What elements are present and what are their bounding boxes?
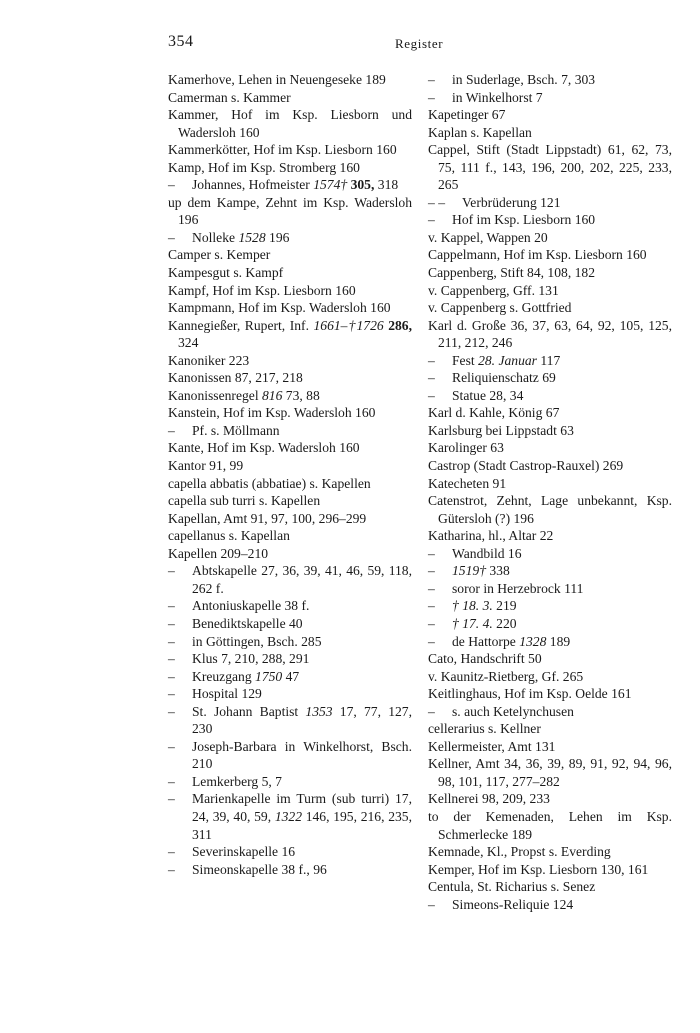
index-subentry [168,597,412,615]
index-entry [168,299,412,317]
index-entry [428,861,672,879]
index-subentry [168,861,412,879]
entry-text: Nolleke [192,229,239,245]
entry-text: Kellnerei 98, 209, 233 [428,791,550,807]
entry-text: Reliquienschatz 69 [452,370,556,386]
entry-text: Fest [452,352,479,368]
index-entry [168,510,412,528]
entry-text: Benediktskapelle 40 [192,615,303,631]
entry-text: Kreuzgang [192,668,256,684]
index-subentry [428,194,672,212]
index-subentry [168,843,412,861]
index-entry [168,159,412,177]
entry-text: Kapellen 209–210 [168,545,269,561]
entry-text: Simeonskapelle 38 f., 96 [192,861,327,877]
index-entry [428,720,672,738]
index-subentry [168,422,412,440]
index-entry [168,106,412,141]
entry-text: in Winkelhorst 7 [452,89,543,105]
index-entry [168,492,412,510]
entry-text: Karl d. Kahle, König 67 [428,405,560,421]
index-entry [428,457,672,475]
index-subentry [428,89,672,107]
index-entry [168,246,412,264]
entry-text: † 17. 4. [452,615,493,631]
entry-text: Kemper, Hof im Ksp. Liesborn 130, 161 [428,861,649,877]
index-entry [168,439,412,457]
entry-text: Joseph-Barbara in Winkelhorst, Bsch. 210 [192,738,412,772]
index-subentry [168,738,412,773]
index-subentry [428,562,672,580]
entry-text: Kammer, Hof im Ksp. Liesborn und Wadersloh 160 [168,107,412,140]
entry-text: Kellermeister, Amt 131 [428,738,556,754]
index-entry [168,475,412,493]
index-subentry [168,615,412,633]
index-entry [168,282,412,300]
entry-text: Kammerkötter, Hof im Ksp. Liesborn 160 [168,142,397,158]
index-entry [428,282,672,300]
index-subentry [428,211,672,229]
entry-text: Cato, Handschrift 50 [428,651,542,667]
entry-text: † 18. 3. [452,598,493,614]
index-entry [428,246,672,264]
entry-text: Cappel, Stift (Stadt Lippstadt) 61, 62, 73, 75, 111 f., 143, 196, 200, 202, 225, 233, 265 [428,142,672,193]
entry-text: Camerman s. Kammer [168,89,291,105]
index-entry [168,545,412,563]
entry-text: v. Kaunitz-Rietberg, Gf. 265 [428,668,584,684]
entry-text: capellanus s. Kapellan [168,528,290,544]
entry-text: Karolinger 63 [428,440,504,456]
entry-text: Pf. s. Möllmann [192,422,280,438]
entry-text: Marienkapelle im Turm (sub turri) 17, 24, 39, 40, 59, [192,791,412,824]
entry-text: 1661–†1726 [313,317,384,333]
entry-text: Cappelmann, Hof im Ksp. Liesborn 160 [428,247,647,263]
index-entry [428,685,672,703]
entry-text: Castrop (Stadt Castrop-Rauxel) 269 [428,458,624,474]
entry-text: Catenstrot, Zehnt, Lage unbekannt, Ksp. Gütersloh (?) 196 [428,493,672,526]
index-subentry [168,685,412,703]
index-entry [428,755,672,790]
entry-text: Statue 28, 34 [452,387,524,403]
index-subentry [428,369,672,387]
index-entry [428,124,672,142]
index-entry [168,194,412,229]
entry-text: Verbrüderung 121 [462,194,561,210]
index-entry [168,457,412,475]
index-subentry [168,668,412,686]
index-entry [428,229,672,247]
entry-text: 1750 [255,668,283,684]
entry-text: Cappenberg, Stift 84, 108, 182 [428,265,596,281]
entry-text: Kantor 91, 99 [168,458,244,474]
entry-text: Abtskapelle 27, 36, 39, 41, 46, 59, 118, 262 f. [192,563,412,596]
index-entry [168,352,412,370]
index-entry [168,387,412,405]
entry-text: St. Johann Baptist [192,703,306,719]
index-subentry [168,790,412,843]
index-entry [428,878,672,896]
entry-text: in Suderlage, Bsch. 7, 303 [452,72,596,87]
entry-text: 73, 88 [282,387,320,403]
entry-text: in Göttingen, Bsch. 285 [192,633,322,649]
entry-text: v. Cappenberg s. Gottfried [428,300,572,316]
entry-text: 220 [492,615,517,631]
index-subentry [168,176,412,194]
index-column-left [168,71,412,878]
entry-text: de Hattorpe [452,633,520,649]
index-entry [168,89,412,107]
entry-text: Camper s. Kemper [168,247,271,263]
entry-text: 219 [492,598,517,614]
entry-text: Kamerhove, Lehen in Neuengeseke 189 [168,72,386,87]
index-entry [428,808,672,843]
page-title: Register [395,36,444,51]
entry-text: Kanonissen 87, 217, 218 [168,370,303,386]
entry-text: Katecheten 91 [428,475,507,491]
index-subentry [428,597,672,615]
entry-text: Katharina, hl., Altar 22 [428,528,554,544]
entry-text: Klus 7, 210, 288, 291 [192,651,310,667]
entry-text: v. Kappel, Wappen 20 [428,229,548,245]
entry-text: Johannes, Hofmeister [192,177,314,193]
entry-text: 1519† [452,563,486,579]
index-subentry [428,703,672,721]
index-entry [168,141,412,159]
entry-text: Kampf, Hof im Ksp. Liesborn 160 [168,282,356,298]
index-entry [168,527,412,545]
index-subentry [428,896,672,914]
entry-text: Kampesgut s. Kampf [168,265,284,281]
index-entry [428,475,672,493]
index-entry [428,527,672,545]
index-subentry [428,633,672,651]
index-subentry [428,580,672,598]
entry-text: 146, 195, 216, 235, 311 [192,808,412,842]
entry-text: Simeons-Reliquie 124 [452,896,574,912]
entry-text: 1328 [519,633,547,649]
index-entry [168,317,412,352]
entry-text: capella sub turri s. Kapellen [168,493,321,509]
entry-text: v. Cappenberg, Gff. 131 [428,282,559,298]
entry-text: Kanstein, Hof im Ksp. Wadersloh 160 [168,405,376,421]
index-entry [428,668,672,686]
entry-text: Centula, St. Richarius s. Senez [428,879,596,895]
entry-text: up dem Kampe, Zehnt im Ksp. Wadersloh 196 [168,194,412,228]
index-entry [428,106,672,124]
entry-text: Kapetinger 67 [428,107,506,123]
index-entry [168,264,412,282]
index-entry [428,439,672,457]
entry-text: 196 [265,229,290,245]
entry-text: Kanoniker 223 [168,352,250,368]
entry-text: 117 [536,352,561,368]
entry-text: Keitlinghaus, Hof im Ksp. Oelde 161 [428,686,632,702]
entry-text: 47 [282,668,300,684]
index-entry [428,404,672,422]
index-entry [168,71,412,89]
entry-text: Hospital 129 [192,686,262,702]
index-entry [428,492,672,527]
entry-text: 338 [485,563,510,579]
entry-text: 17, 77, 127, 230 [192,703,412,737]
entry-text: 286, [388,317,412,333]
entry-text: Karlsburg bei Lippstadt 63 [428,422,574,438]
index-subentry [428,387,672,405]
index-entry [428,843,672,861]
index-column-right [428,71,672,913]
entry-text: Kanonissenregel [168,387,262,403]
index-entry [428,422,672,440]
index-entry [428,317,672,352]
entry-text: Wandbild 16 [452,545,522,561]
index-subentry [168,650,412,668]
entry-text: 816 [262,387,283,403]
index-subentry [428,545,672,563]
index-subentry [168,562,412,597]
index-entry [168,369,412,387]
index-subentry [428,71,672,89]
index-entry [428,299,672,317]
index-entry [428,738,672,756]
entry-text: Severinskapelle 16 [192,844,296,860]
entry-text: 1528 [238,229,266,245]
index-entry [428,790,672,808]
entry-text: soror in Herzebrock 111 [452,580,584,596]
entry-text: 318 [374,177,399,193]
entry-text: Kemnade, Kl., Propst s. Everding [428,844,611,860]
index-subentry [428,615,672,633]
entry-text: Kaplan s. Kapellan [428,124,532,140]
entry-text: 1574† [313,177,348,193]
entry-text: 305, [350,177,375,193]
entry-text: 28. Januar [478,352,537,368]
index-entry [428,264,672,282]
entry-text: Hof im Ksp. Liesborn 160 [452,212,596,228]
entry-text: cellerarius s. Kellner [428,721,541,737]
entry-text: 324 [178,335,199,351]
entry-text: Kamp, Hof im Ksp. Stromberg 160 [168,159,360,175]
index-entry [428,141,672,194]
entry-text: Karl d. Große 36, 37, 63, 64, 92, 105, 125, 211, 212, 246 [428,317,672,351]
entry-text: Kampmann, Hof im Ksp. Wadersloh 160 [168,300,391,316]
index-subentry [168,773,412,791]
entry-text: s. auch Ketelynchusen [452,703,574,719]
entry-text: 1353 [305,703,333,719]
entry-text: 1322 [274,808,302,824]
page-number: 354 [168,33,194,50]
entry-text: Lemkerberg 5, 7 [192,773,282,789]
index-subentry [168,633,412,651]
entry-text: Kellner, Amt 34, 36, 39, 89, 91, 92, 94, 96, 98, 101, 117, 277–282 [428,756,672,789]
index-entry [168,404,412,422]
entry-text: Kapellan, Amt 91, 97, 100, 296–299 [168,510,367,526]
entry-text: 189 [546,633,571,649]
entry-text: capella abbatis (abbatiae) s. Kapellen [168,475,371,491]
index-subentry [428,352,672,370]
index-entry [428,650,672,668]
entry-text: Kannegießer, Rupert, Inf. [168,317,314,333]
index-subentry [168,703,412,738]
entry-text: to der Kemenaden, Lehen im Ksp. Schmerlecke 189 [428,808,672,842]
entry-text: Antoniuskapelle 38 f. [192,598,310,614]
index-subentry [168,229,412,247]
entry-text: Kante, Hof im Ksp. Wadersloh 160 [168,440,360,456]
